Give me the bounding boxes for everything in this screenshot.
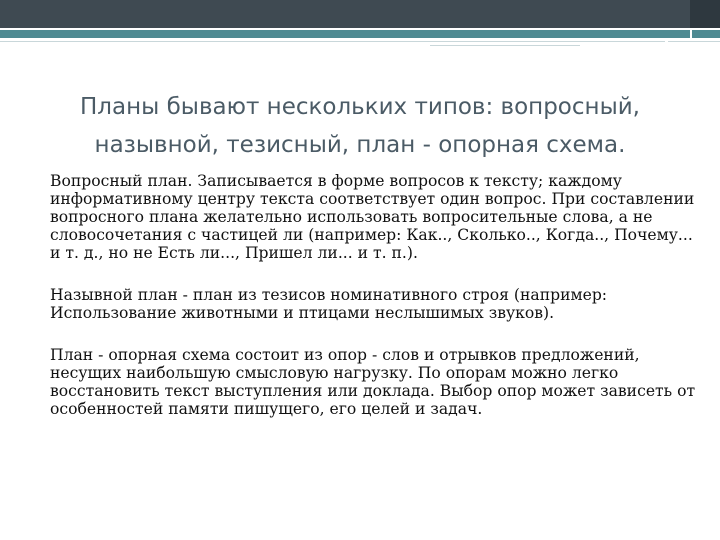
top-decor-accent xyxy=(690,0,720,28)
thin-rule xyxy=(0,41,665,42)
teal-rule xyxy=(0,30,690,38)
teal-rule-end xyxy=(692,30,720,38)
short-rule xyxy=(430,45,580,46)
slide-content xyxy=(50,172,700,442)
paragraph-reference-scheme: План - опорная схема состоит из опор - слов и отрывков предложений, несущих наибольшую смысловую нагрузку. По опорам можно легко восстановить текст выступления или доклада. Выбор опор может зависеть от особенностей памяти пишущего, его целей и задач. xyxy=(50,346,696,418)
top-decor-bar xyxy=(0,0,720,28)
paragraph-nominal-plan: Назывной план - план из тезисов номинативного строя (например: Использование животными и птицами неслышимых звуков). xyxy=(50,286,608,322)
slide-title: Планы бывают нескольких типов: вопросный, назывной, тезисный, план - опорная схема. xyxy=(80,94,640,158)
paragraph-question-plan: Вопросный план. Записывается в форме вопросов к тексту; каждому информативному центру текста соответствует один вопрос. При составлении вопросного плана желательно использовать вопросительные слова, а не словосочетания с частицей ли (например: Как.., Сколько.., Когда.., Почему... и т. д., но не Есть ли..., Пришел ли... и т. п.). xyxy=(50,172,695,262)
thin-rule-end xyxy=(668,41,720,42)
